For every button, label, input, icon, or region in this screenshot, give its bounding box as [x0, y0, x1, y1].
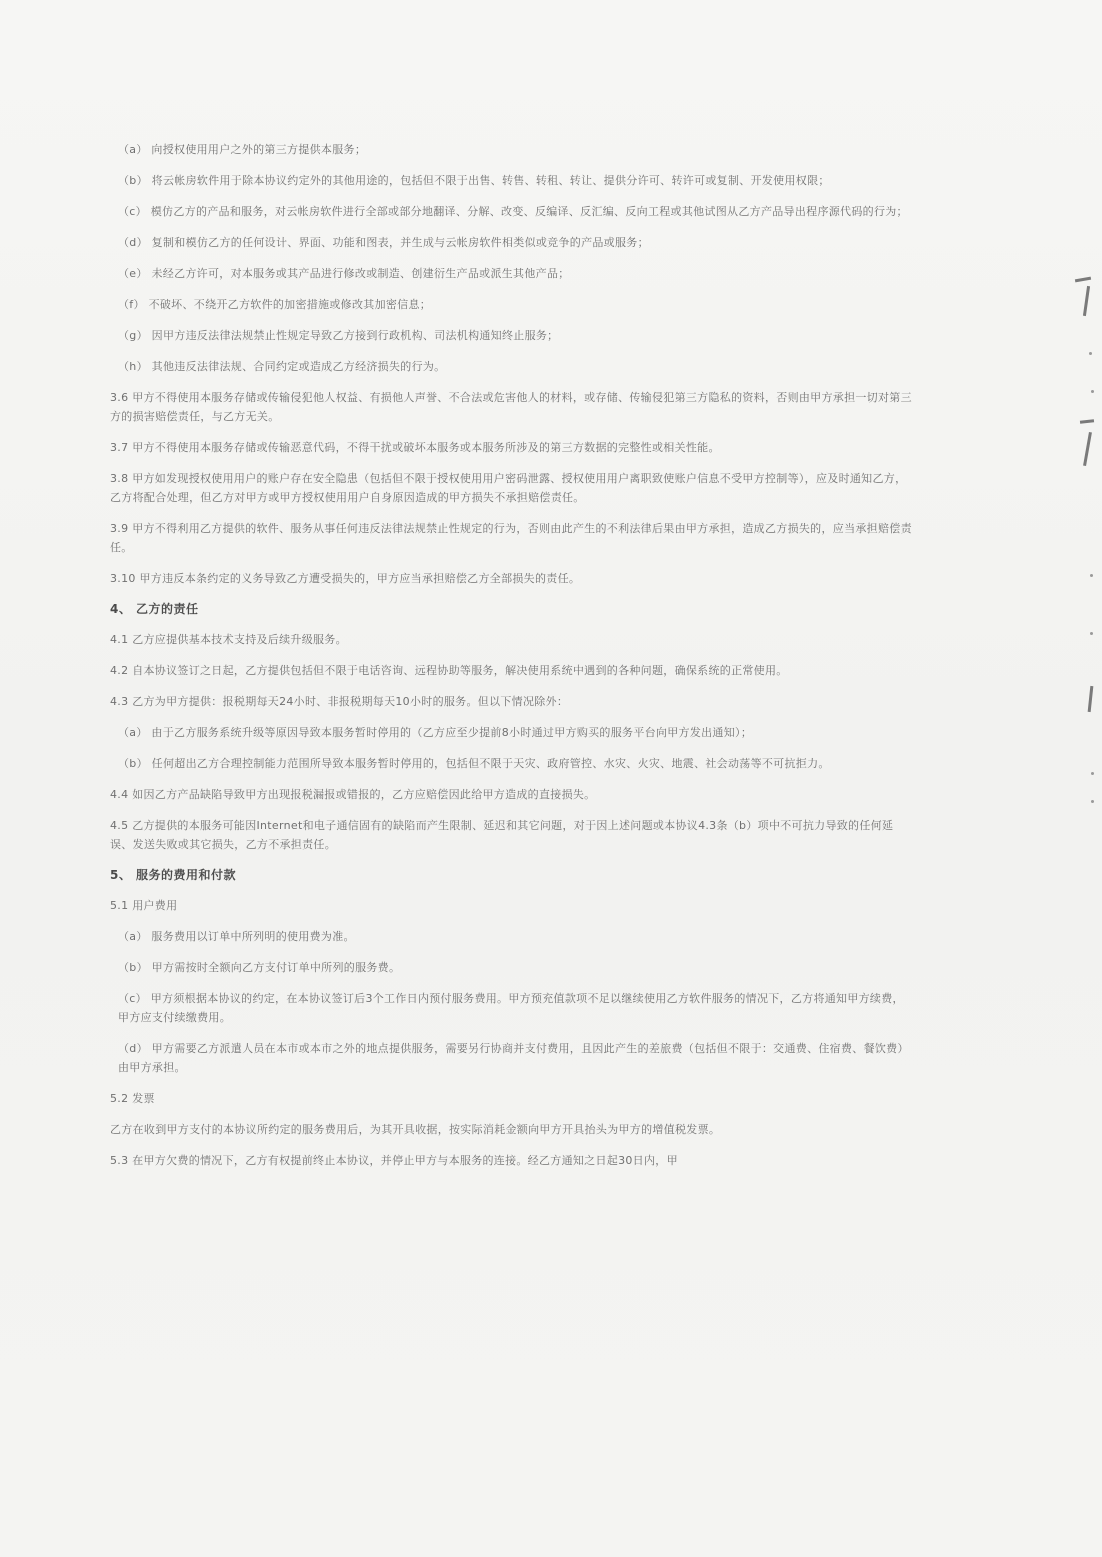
scan-mark — [1088, 686, 1094, 712]
clause-paragraph: 5.3 在甲方欠费的情况下，乙方有权提前终止本协议，并停止甲方与本服务的连接。经乙方通知之日起30日内，甲 — [110, 1154, 678, 1167]
clause-subitem: （b） 任何超出乙方合理控制能力范围所导致本服务暂时停用的，包括但不限于天灾、政府管控、水灾、火灾、地震、社会动荡等不可抗拒力。 — [118, 757, 830, 770]
scan-mark — [1083, 432, 1092, 466]
clause-paragraph: 3.6 甲方不得使用本服务存储或传输侵犯他人权益、有损他人声誉、不合法或危害他人的材料，或存储、传输侵犯第三方隐私的资料，否则由甲方承担一切对第三方的损害赔偿责任，与乙方无关。 — [110, 391, 912, 423]
clause-paragraph: 3.10 甲方违反本条约定的义务导致乙方遭受损失的，甲方应当承担赔偿乙方全部损失的责任。 — [110, 572, 581, 585]
clause-subitem: （b） 甲方需按时全额向乙方支付订单中所列的服务费。 — [118, 961, 401, 974]
clause-paragraph: 5.2 发票 — [110, 1092, 155, 1105]
clause-subitem: （g） 因甲方违反法律法规禁止性规定导致乙方接到行政机构、司法机构通知终止服务； — [118, 329, 559, 342]
clause-paragraph: 4.1 乙方应提供基本技术支持及后续升级服务。 — [110, 633, 347, 646]
scan-dot — [1091, 772, 1094, 775]
clause-subitem: （a） 服务费用以订单中所列明的使用费为准。 — [118, 930, 355, 943]
clause-subitem: （c） 甲方须根据本协议的约定，在本协议签订后3个工作日内预付服务费用。甲方预充值款项不足以继续使用乙方软件服务的情况下，乙方将通知甲方续费，甲方应支付续缴费用。 — [118, 992, 904, 1024]
scan-mark — [1075, 277, 1091, 283]
clause-paragraph: 5.1 用户费用 — [110, 899, 178, 912]
clause-paragraph: 3.7 甲方不得使用本服务存储或传输恶意代码，不得干扰或破坏本服务或本服务所涉及的第三方数据的完整性或相关性能。 — [110, 441, 720, 454]
clause-subitem: （a） 向授权使用用户之外的第三方提供本服务； — [118, 143, 367, 156]
scan-dot — [1090, 632, 1093, 635]
clause-paragraph: 4.5 乙方提供的本服务可能因Internet和电子通信固有的缺陷而产生限制、延迟和其它问题，对于因上述问题或本协议4.3条（b）项中不可抗力导致的任何延误、发送失败或其它损失，乙方不承担责任。 — [110, 819, 894, 851]
clause-subitem: （a） 由于乙方服务系统升级等原因导致本服务暂时停用的（乙方应至少提前8小时通过甲方购买的服务平台向甲方发出通知）； — [118, 726, 753, 739]
clause-subitem: （d） 复制和模仿乙方的任何设计、界面、功能和图表，并生成与云帐房软件相类似或竞争的产品或服务； — [118, 236, 649, 249]
clause-subitem: （h） 其他违反法律法规、合同约定或造成乙方经济损失的行为。 — [118, 360, 446, 373]
scan-mark — [1080, 419, 1094, 423]
scan-mark — [1083, 286, 1090, 316]
clause-subitem: （c） 模仿乙方的产品和服务，对云帐房软件进行全部或部分地翻译、分解、改变、反编译、反汇编、反向工程或其他试图从乙方产品导出程序源代码的行为； — [118, 205, 908, 218]
section-heading: 4、 乙方的责任 — [110, 602, 199, 616]
document-body — [110, 140, 915, 1182]
clause-paragraph: 3.8 甲方如发现授权使用用户的账户存在安全隐患（包括但不限于授权使用用户密码泄露、授权使用用户离职致使账户信息不受甲方控制等），应及时通知乙方，乙方将配合处理，但乙方对甲方或甲方授权使用用户自身原因造成的甲方损失不承担赔偿责任。 — [110, 472, 907, 504]
clause-subitem: （e） 未经乙方许可，对本服务或其产品进行修改或制造、创建衍生产品或派生其他产品； — [118, 267, 570, 280]
section-heading: 5、 服务的费用和付款 — [110, 868, 237, 882]
clause-paragraph: 4.3 乙方为甲方提供：报税期每天24小时、非报税期每天10小时的服务。但以下情况除外： — [110, 695, 569, 708]
scan-dot — [1091, 390, 1094, 393]
clause-paragraph: 3.9 甲方不得利用乙方提供的软件、服务从事任何违反法律法规禁止性规定的行为，否则由此产生的不利法律后果由甲方承担，造成乙方损失的，应当承担赔偿责任。 — [110, 522, 912, 554]
scan-dot — [1091, 800, 1094, 803]
clause-paragraph: 4.4 如因乙方产品缺陷导致甲方出现报税漏报或错报的，乙方应赔偿因此给甲方造成的直接损失。 — [110, 788, 596, 801]
clause-subitem: （d） 甲方需要乙方派遣人员在本市或本市之外的地点提供服务，需要另行协商并支付费用，且因此产生的差旅费（包括但不限于：交通费、住宿费、餐饮费）由甲方承担。 — [118, 1042, 909, 1074]
scan-dot — [1089, 352, 1092, 355]
clause-paragraph: 4.2 自本协议签订之日起，乙方提供包括但不限于电话咨询、远程协助等服务，解决使用系统中遇到的各种问题，确保系统的正常使用。 — [110, 664, 788, 677]
clause-paragraph: 乙方在收到甲方支付的本协议所约定的服务费用后，为其开具收据，按实际消耗金额向甲方开具抬头为甲方的增值税发票。 — [110, 1123, 721, 1136]
clause-subitem: （f） 不破坏、不绕开乙方软件的加密措施或修改其加密信息； — [118, 298, 432, 311]
scan-dot — [1090, 574, 1093, 577]
clause-subitem: （b） 将云帐房软件用于除本协议约定外的其他用途的，包括但不限于出售、转售、转租、转让、提供分许可、转许可或复制、开发使用权限； — [118, 174, 830, 187]
